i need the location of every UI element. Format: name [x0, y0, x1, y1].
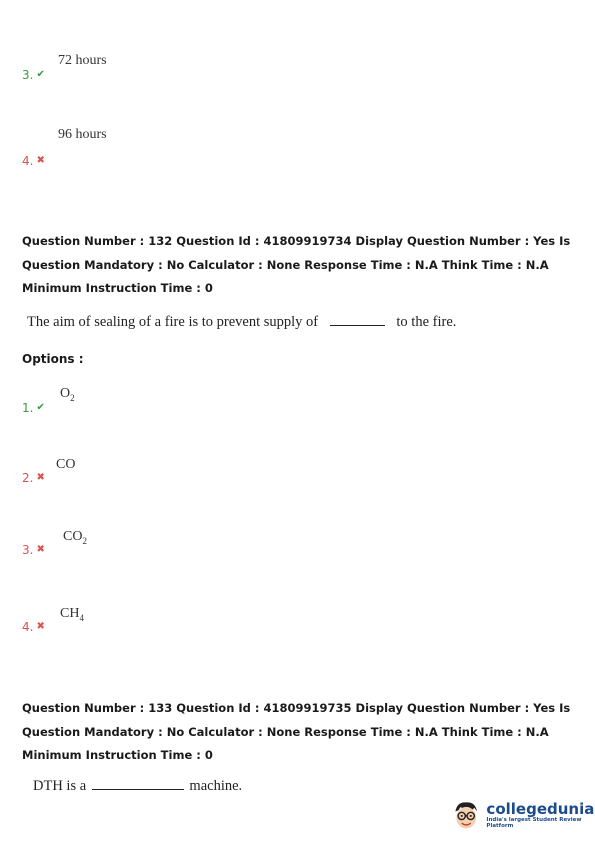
cross-icon: ✖ [36, 621, 45, 632]
question-text-after: machine. [189, 778, 243, 794]
option-3-number [22, 68, 45, 82]
option-number-label: 3. [22, 68, 34, 82]
option-number-label: 4. [22, 154, 34, 168]
option-2-number [22, 471, 45, 485]
question-133-metadata: Question Number : 133 Question Id : 41809919735 Display Question Number : Yes Is Question Mandatory : No Calculator : None Response Time : N.A Think Time : N.A Minimum Instruction Time : 0 [22, 701, 571, 762]
logo-brand: collegedunia [486, 800, 595, 818]
question-132-text [27, 314, 456, 331]
logo-text [486, 801, 595, 829]
cross-icon: ✖ [36, 472, 45, 483]
option-4-number [22, 154, 45, 168]
question-text-before: DTH is a [33, 778, 87, 794]
option-number-label: 2. [22, 471, 34, 485]
logo-tagline: India's largest Student Review Platform [486, 817, 582, 829]
option-3-text: 72 hours [58, 53, 107, 68]
question-text-before: The aim of sealing of a fire is to prevent supply of [27, 314, 319, 330]
option-3-number [22, 543, 45, 557]
mascot-face-icon [450, 797, 482, 833]
option-1-number [22, 401, 45, 415]
answer-blank [92, 789, 184, 790]
cross-icon: ✖ [36, 544, 45, 555]
answer-blank [330, 325, 385, 326]
option-4-text: 96 hours [58, 127, 107, 142]
question-133-text [33, 778, 242, 795]
collegedunia-logo [450, 797, 595, 833]
cross-icon: ✖ [36, 155, 45, 166]
check-icon: ✔ [36, 69, 45, 80]
check-icon: ✔ [36, 402, 45, 413]
options-label: Options : [22, 352, 84, 366]
option-4-text: $CH_4$ [60, 606, 84, 623]
option-1-text: $O_2$ [60, 386, 75, 403]
option-number-label: 1. [22, 401, 34, 415]
option-4-number [22, 620, 45, 634]
question-132-metadata: Question Number : 132 Question Id : 41809919734 Display Question Number : Yes Is Question Mandatory : No Calculator : None Response Time : N.A Think Time : N.A Minimum Instruction Time : 0 [22, 234, 571, 295]
question-text-after: to the fire. [396, 314, 457, 330]
option-number-label: 4. [22, 620, 34, 634]
option-2-text: CO [56, 457, 76, 472]
option-3-text: $CO_2$ [63, 529, 87, 546]
option-number-label: 3. [22, 543, 34, 557]
